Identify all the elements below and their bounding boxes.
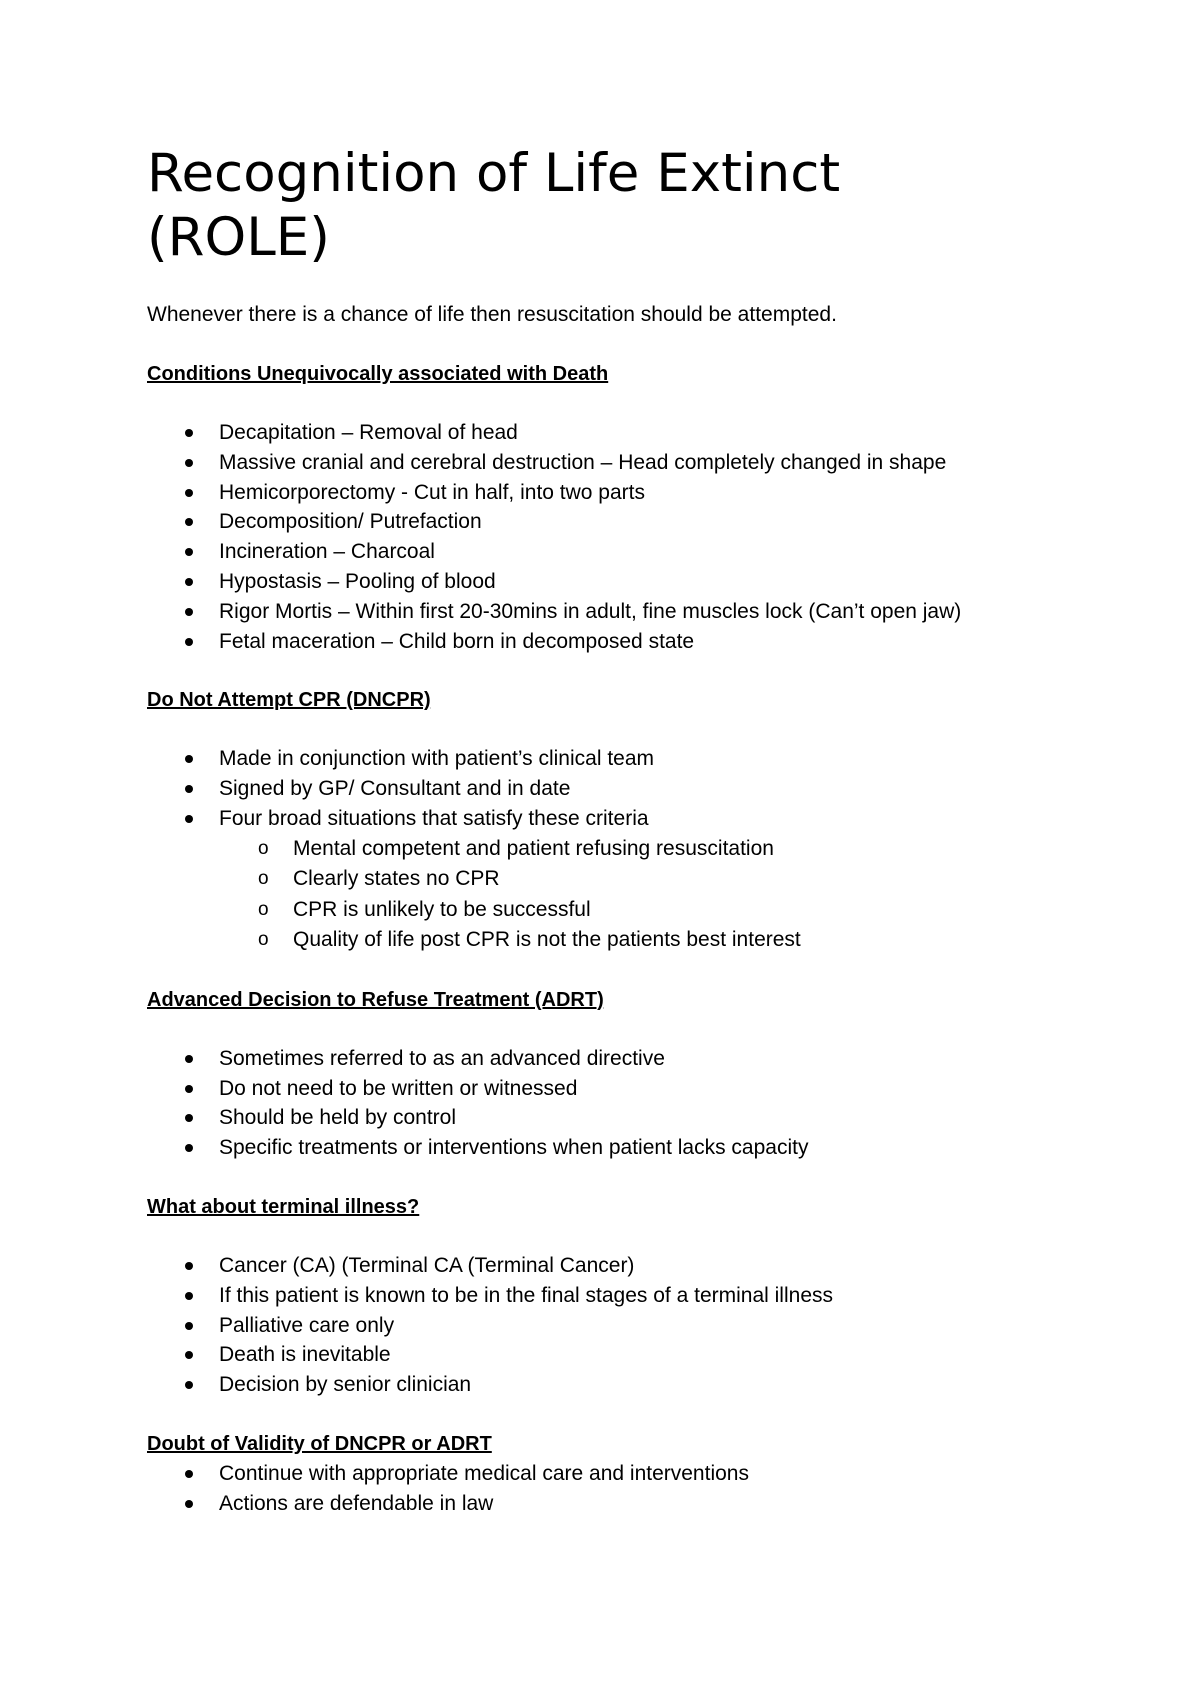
bullet-list — [147, 1459, 1047, 1519]
list-item: Decapitation – Removal of head — [147, 418, 1047, 448]
section-adrt — [147, 985, 1047, 1163]
sub-bullet-list — [220, 834, 1047, 956]
section-heading: What about terminal illness? — [147, 1195, 420, 1218]
document-page — [147, 142, 1047, 1519]
list-item: Made in conjunction with patient’s clinical team — [147, 744, 1047, 774]
section-dncpr — [147, 685, 1047, 955]
list-item: Decision by senior clinician — [147, 1370, 1047, 1400]
sub-list-item: o CPR is unlikely to be successful — [220, 895, 1047, 926]
title-line-1: Recognition of Life Extinct — [147, 143, 841, 204]
sub-list-item: o Quality of life post CPR is not the patients best interest — [220, 925, 1047, 956]
list-item: Four broad situations that satisfy these criteria — [147, 804, 1047, 834]
list-item: Incineration – Charcoal — [147, 537, 1047, 567]
list-item: Death is inevitable — [147, 1340, 1047, 1370]
list-item: Fetal maceration – Child born in decomposed state — [147, 627, 1047, 657]
bullet-list — [147, 1251, 1047, 1400]
section-heading: Do Not Attempt CPR (DNCPR) — [147, 689, 431, 712]
list-item: Signed by GP/ Consultant and in date — [147, 774, 1047, 804]
list-item: Palliative care only — [147, 1311, 1047, 1341]
bullet-list — [147, 1044, 1047, 1163]
list-item: Specific treatments or interventions when patient lacks capacity — [147, 1133, 1047, 1163]
list-item: Actions are defendable in law — [147, 1489, 1047, 1519]
bullet-list — [147, 744, 1047, 833]
section-terminal-illness — [147, 1192, 1047, 1400]
list-item: Continue with appropriate medical care and interventions — [147, 1459, 1047, 1489]
list-item: If this patient is known to be in the final stages of a terminal illness — [147, 1281, 1047, 1311]
section-doubt-validity — [147, 1429, 1047, 1519]
title-line-2: (ROLE) — [147, 207, 330, 268]
section-conditions — [147, 359, 1047, 656]
list-item: Sometimes referred to as an advanced directive — [147, 1044, 1047, 1074]
list-item: Massive cranial and cerebral destruction – Head completely changed in shape — [147, 448, 1047, 478]
list-item: Decomposition/ Putrefaction — [147, 507, 1047, 537]
sub-list-wrapper — [220, 834, 1047, 956]
list-item: Rigor Mortis – Within first 20-30mins in adult, fine muscles lock (Can’t open jaw) — [147, 597, 1047, 627]
bullet-list — [147, 418, 1047, 656]
intro-paragraph: Whenever there is a chance of life then resuscitation should be attempted. — [147, 303, 837, 326]
document-title — [147, 142, 1047, 270]
section-heading: Advanced Decision to Refuse Treatment (ADRT) — [147, 988, 604, 1011]
sub-list-item: o Clearly states no CPR — [220, 864, 1047, 895]
list-item: Cancer (CA) (Terminal CA (Terminal Cancer) — [147, 1251, 1047, 1281]
list-item: Hemicorporectomy - Cut in half, into two parts — [147, 478, 1047, 508]
list-item: Hypostasis – Pooling of blood — [147, 567, 1047, 597]
list-item: Should be held by control — [147, 1103, 1047, 1133]
sub-list-item: o Mental competent and patient refusing resuscitation — [220, 834, 1047, 865]
section-heading: Conditions Unequivocally associated with Death — [147, 363, 609, 385]
section-heading: Doubt of Validity of DNCPR or ADRT — [147, 1432, 492, 1455]
list-item: Do not need to be written or witnessed — [147, 1074, 1047, 1104]
